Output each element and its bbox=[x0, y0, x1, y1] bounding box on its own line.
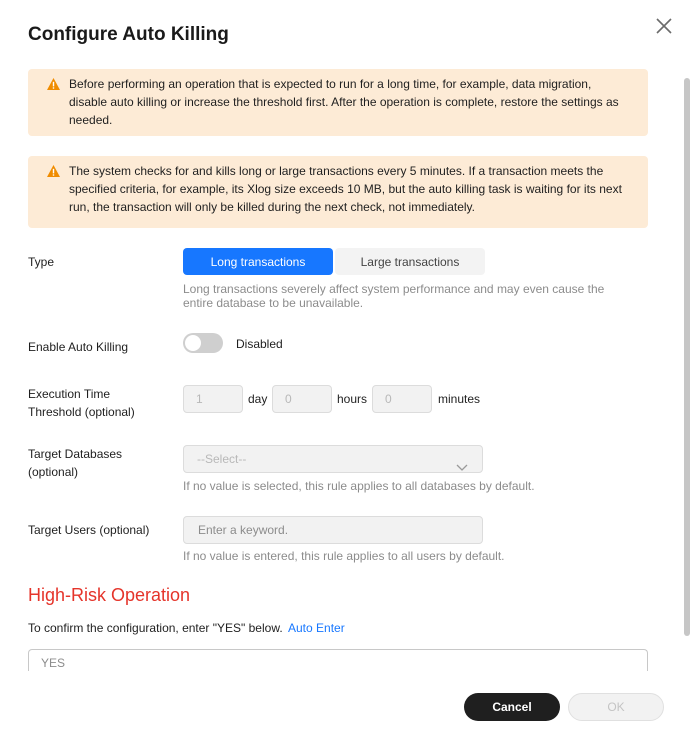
alert-text: Before performing an operation that is expected to run for a long time, for example, data migration, disable auto killing or increase the threshold first. After the operation is complete, restore the settings as needed. bbox=[69, 77, 619, 127]
toggle-knob bbox=[185, 335, 201, 351]
high-risk-title: High-Risk Operation bbox=[28, 585, 191, 605]
hours-unit: hours bbox=[337, 392, 368, 406]
hours-input[interactable]: 0 bbox=[272, 385, 332, 413]
auto-killing-status: Disabled bbox=[236, 337, 283, 351]
scrollbar-thumb[interactable] bbox=[684, 78, 690, 636]
confirm-instruction: To confirm the configuration, enter "YES" below. bbox=[28, 621, 283, 635]
chevron-down-icon bbox=[456, 455, 468, 463]
auto-killing-toggle[interactable] bbox=[183, 333, 223, 353]
type-label: Type bbox=[28, 255, 55, 269]
ok-button[interactable]: OK bbox=[568, 693, 664, 721]
warning-icon bbox=[46, 164, 61, 178]
target-databases-select[interactable] bbox=[183, 445, 483, 473]
target-databases-label: Target Databases (optional) bbox=[28, 447, 123, 479]
target-users-input[interactable]: Enter a keyword. bbox=[183, 516, 483, 544]
threshold-label: Execution Time Threshold (optional) bbox=[28, 387, 135, 419]
close-icon[interactable] bbox=[654, 16, 674, 36]
select-placeholder: --Select-- bbox=[197, 452, 247, 466]
warning-icon bbox=[46, 77, 61, 91]
warning-alert bbox=[28, 69, 648, 136]
warning-alert bbox=[28, 156, 648, 228]
minutes-input[interactable]: 0 bbox=[372, 385, 432, 413]
minutes-unit: minutes bbox=[438, 392, 481, 406]
target-users-help: If no value is entered, this rule applies to all users by default. bbox=[183, 549, 505, 563]
auto-enter-link[interactable]: Auto Enter bbox=[288, 621, 345, 635]
day-unit: day bbox=[248, 392, 268, 406]
alert-text: The system checks for and kills long or large transactions every 5 minutes. If a transaction meets the specified criteria, for example, its Xlog size exceeds 10 MB, but the auto killing task is waiting for its next run, the transaction will only be killed during the next check, not immediately. bbox=[69, 164, 622, 214]
auto-killing-label: Enable Auto Killing bbox=[28, 340, 129, 354]
target-databases-help: If no value is selected, this rule applies to all databases by default. bbox=[183, 479, 535, 493]
tab-long-transactions[interactable]: Long transactions bbox=[183, 248, 333, 275]
cancel-button[interactable]: Cancel bbox=[464, 693, 560, 721]
target-users-label: Target Users (optional) bbox=[28, 523, 150, 537]
confirm-input[interactable]: YES bbox=[28, 649, 648, 671]
tab-large-transactions[interactable]: Large transactions bbox=[335, 248, 485, 275]
day-input[interactable]: 1 bbox=[183, 385, 243, 413]
type-help-text: Long transactions severely affect system performance and may even cause the entire database to be unavailable. bbox=[183, 282, 605, 310]
dialog-title: Configure Auto Killing bbox=[28, 24, 229, 45]
